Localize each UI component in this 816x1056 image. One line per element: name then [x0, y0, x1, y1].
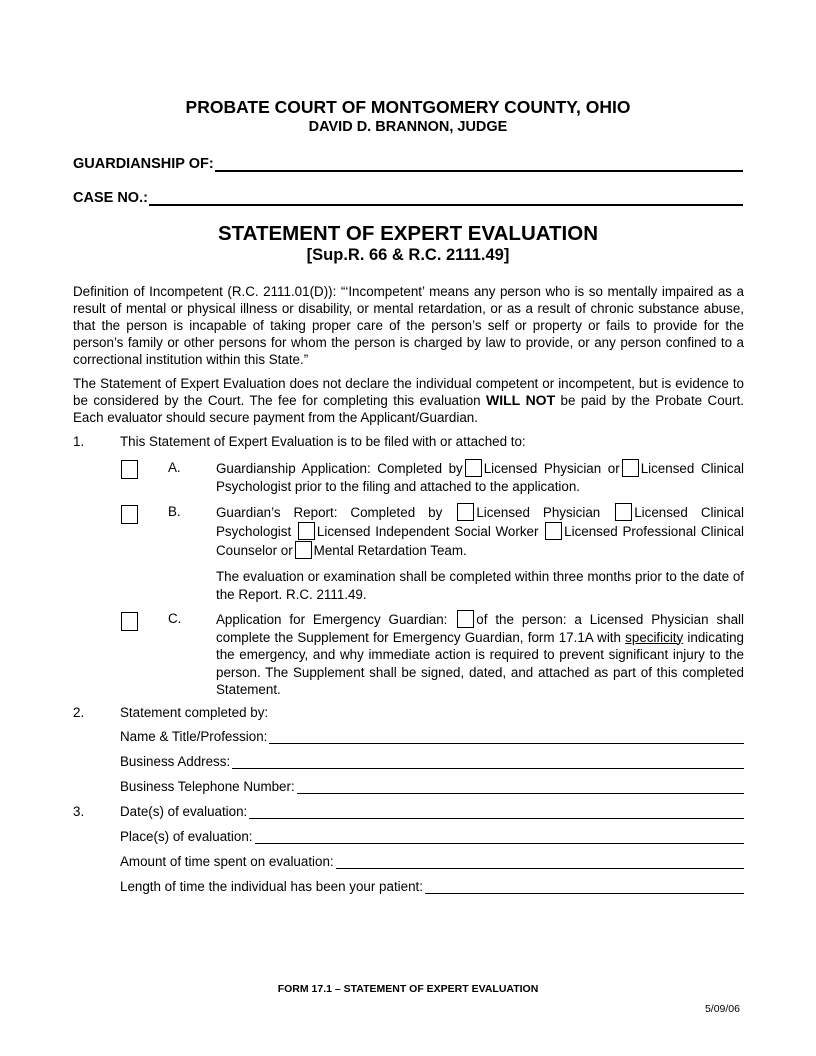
business-address-label: Business Address:	[120, 754, 231, 769]
option-b-t5: Licensed Professional Clinical Counselor or	[216, 524, 744, 558]
court-name: PROBATE COURT OF MONTGOMERY COUNTY, OHIO	[185, 97, 631, 117]
form-subtitle: [Sup.R. 66 & R.C. 2111.49]	[306, 246, 510, 264]
option-c-text	[216, 610, 744, 699]
section-1-number: 1.	[73, 434, 85, 449]
evaluation-places-field	[120, 829, 744, 844]
option-c-person-checkbox[interactable]	[457, 610, 474, 628]
option-a-t3: Licensed Clinical Psychologist prior to the filing and attached to the application.	[216, 461, 745, 494]
patient-length-input[interactable]	[425, 879, 744, 894]
option-b-t4: Licensed Independent Social Worker	[316, 524, 539, 539]
section-3-number: 3.	[73, 804, 85, 819]
option-b-letter: B.	[168, 504, 181, 519]
evaluation-dates-field	[120, 804, 744, 819]
judge-name: DAVID D. BRANNON, JUDGE	[308, 119, 508, 135]
option-b-mr-team-checkbox[interactable]	[295, 541, 312, 559]
case-no-line	[73, 190, 743, 206]
time-spent-input[interactable]	[336, 854, 744, 869]
business-address-input[interactable]	[232, 754, 744, 769]
guardianship-input[interactable]	[215, 156, 743, 172]
option-b-note: The evaluation or examination shall be completed within three months prior to the date of the Report. R.C. 2111.49.	[216, 569, 744, 602]
option-b-t2: Licensed Physician	[476, 505, 601, 520]
evaluation-dates-label: Date(s) of evaluation:	[120, 804, 248, 819]
option-b-text	[216, 503, 744, 560]
evaluation-dates-input[interactable]	[249, 804, 744, 819]
notice-paragraph	[73, 375, 744, 426]
option-c-letter: C.	[168, 611, 182, 626]
option-a-t2: Licensed Physician or	[483, 461, 620, 476]
option-b-physician-checkbox[interactable]	[457, 503, 474, 521]
notice-after: be paid by the Probate Court. Each evaluator should secure payment from the Applicant/Guardian.	[73, 393, 745, 425]
business-phone-field	[120, 779, 744, 794]
case-no-label: CASE NO.:	[73, 190, 148, 206]
definition-paragraph: Definition of Incompetent (R.C. 2111.01(D)): “‘Incompetent’ means any person who is so mentally impaired as a result of mental or physical illness or disability, or mental retardation, or as a result of chronic substance abuse, that the person is incapable of taking proper care of the person’s self or property or fails to provide for the person’s family or other persons for whom the person is charged by law to provide, or any person confined to a correctional institution within this State.”	[73, 284, 744, 367]
evaluation-places-label: Place(s) of evaluation:	[120, 829, 253, 844]
patient-length-label: Length of time the individual has been your patient:	[120, 879, 423, 894]
option-b-checkbox[interactable]	[121, 505, 138, 524]
option-b-psychologist-checkbox[interactable]	[615, 503, 632, 521]
revision-date: 5/09/06	[704, 1003, 740, 1015]
notice-emphasis: WILL NOT	[486, 392, 556, 408]
time-spent-label: Amount of time spent on evaluation:	[120, 854, 334, 869]
option-b-t1: Guardian’s Report: Completed by	[216, 505, 443, 520]
evaluation-places-input[interactable]	[255, 829, 745, 844]
business-phone-input[interactable]	[297, 779, 744, 794]
time-spent-field	[120, 854, 744, 869]
option-c-t4: indicating the emergency, and why immediate action is required to prevent significant injury to the person. The Supplement shall be signed, dated, and attached as part of this completed Statement.	[216, 629, 744, 697]
name-title-field	[120, 729, 744, 744]
option-a-letter: A.	[168, 460, 181, 475]
form-footer: FORM 17.1 – STATEMENT OF EXPERT EVALUATION	[277, 983, 539, 995]
option-a-physician-checkbox[interactable]	[465, 459, 482, 477]
option-b-counselor-checkbox[interactable]	[545, 522, 562, 540]
name-title-input[interactable]	[269, 729, 744, 744]
form-title: STATEMENT OF EXPERT EVALUATION	[217, 222, 598, 245]
case-no-input[interactable]	[149, 190, 743, 206]
name-title-label: Name & Title/Profession:	[120, 729, 268, 744]
business-phone-label: Business Telephone Number:	[120, 779, 295, 794]
business-address-field	[120, 754, 744, 769]
option-a-t1: Guardianship Application: Completed by	[216, 461, 463, 476]
option-a-text	[216, 459, 744, 495]
option-c-t1: Application for Emergency Guardian:	[216, 612, 448, 627]
option-a-psychologist-checkbox[interactable]	[622, 459, 639, 477]
option-c-t2: of the person: a Licensed Physician shall complete the Supplement for Emergency Guardian, form 17.1A with	[216, 612, 744, 645]
section-2-label: Statement completed by:	[120, 705, 269, 720]
section-2-number: 2.	[73, 705, 85, 720]
guardianship-label: GUARDIANSHIP OF:	[73, 156, 214, 172]
option-b-t3: Licensed Clinical Psychologist	[216, 505, 744, 539]
patient-length-field	[120, 879, 744, 894]
section-1-label: This Statement of Expert Evaluation is to be filed with or attached to:	[120, 434, 526, 449]
option-b-social-worker-checkbox[interactable]	[298, 522, 315, 540]
option-b-t6: Mental Retardation Team.	[313, 543, 467, 558]
option-c-checkbox[interactable]	[121, 612, 138, 631]
notice-before: The Statement of Expert Evaluation does not declare the individual competent or incompetent, but is evidence to be considered by the Court. The fee for completing this evaluation	[73, 376, 744, 408]
option-a-checkbox[interactable]	[121, 460, 138, 479]
option-c-specificity: specificity	[625, 629, 684, 645]
guardianship-of-line	[73, 156, 743, 172]
